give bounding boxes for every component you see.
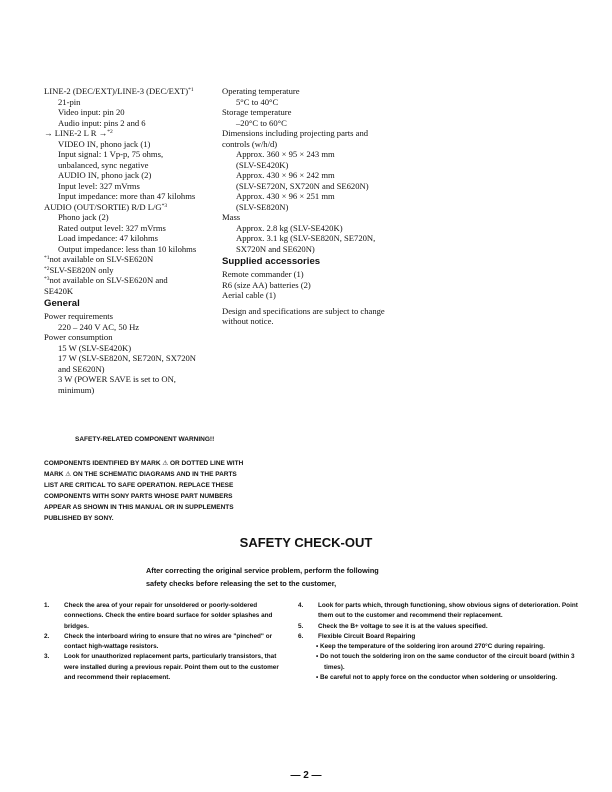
storage-temp-value: –20°C to 60°C	[236, 117, 287, 128]
list-item: 1. Check the area of your repair for unsoldered or poorly-soldered connections. Check the entire board surface for solder splashes and bridges.	[44, 602, 273, 630]
warning-line: MARK ⚠ ON THE SCHEMATIC DIAGRAMS AND IN THE PARTS	[44, 471, 237, 478]
footnote: $^{*1}$not available on SLV-SE620N	[44, 254, 154, 264]
intro-line: safety checks before releasing the set to the customer,	[146, 579, 337, 588]
supplied-accessories-heading: Supplied accessories	[222, 256, 321, 267]
accessory-item: R6 (size AA) batteries (2)	[222, 279, 311, 290]
spec-item: Rated output level: 327 mVrms	[58, 222, 166, 233]
mass-label: Mass	[222, 212, 241, 222]
safety-intro	[146, 564, 476, 590]
spec-item: 15 W (SLV-SE420K)	[58, 342, 132, 353]
input-arrow-icon: →	[98, 128, 108, 138]
warning-line: COMPONENTS IDENTIFIED BY MARK ⚠ OR DOTTED LINE WITH	[44, 460, 244, 467]
input-arrow-icon: →	[44, 128, 53, 138]
operating-temp-label: Operating temperature	[222, 86, 300, 96]
spec-item: AUDIO IN, phono jack (2)	[58, 170, 152, 180]
safety-checkout-title: SAFETY CHECK-OUT	[239, 535, 373, 550]
design-note: Design and specifications are subject to change without notice.	[222, 305, 385, 326]
storage-temp-label: Storage temperature	[222, 107, 292, 117]
spec-item: Load impedance: 47 kilohms	[58, 233, 158, 243]
spec-item: Input impedance: more than 47 kilohms	[58, 191, 196, 201]
list-item: 3. Look for unauthorized replacement parts, particularly transistors, that were installed during a previous repair. Point them out to the customer and recommend their replacement.	[44, 653, 279, 682]
accessory-item: Aerial cable (1)	[222, 290, 276, 300]
power-requirements-label: Power requirements	[44, 311, 113, 321]
spec-item: Approx. 430 × 96 × 242 mm	[236, 170, 335, 180]
bullet-item: • Do not touch the soldering iron on the same conductor of the circuit board (within 3 times).	[316, 653, 575, 671]
spec-item: Approx. 430 × 96 × 251 mm	[236, 191, 335, 201]
spec-item: unbalanced, sync negative	[58, 159, 149, 170]
safety-list-left	[44, 601, 284, 683]
spec-item: Audio input: pins 2 and 6	[58, 117, 146, 128]
power-consumption-label: Power consumption	[44, 332, 113, 342]
spec-item: (SLV-SE820N)	[236, 201, 289, 212]
line2lr-heading: → LINE-2 L R →$^{*2}$	[44, 128, 113, 138]
warning-line: LIST ARE CRITICAL TO SAFE OPERATION. REPLACE THESE	[44, 482, 234, 489]
safety-component-warning	[44, 434, 279, 524]
list-item: 5. Check the B+ voltage to see it is at the values specified.	[298, 622, 488, 630]
list-item: 4. Look for parts which, through functioning, show obvious signs of deterioration. Point them out to the customer and recommend their replacement.	[298, 602, 578, 620]
intro-line: After correcting the original service problem, perform the following	[146, 566, 379, 575]
general-heading: General	[44, 298, 80, 309]
specs-left-column	[44, 86, 214, 395]
specs-right-column	[222, 86, 397, 327]
spec-item: Approx. 360 × 95 × 243 mm	[236, 149, 335, 159]
bullet-item: • Be careful not to apply force on the conductor when soldering or unsoldering.	[316, 674, 558, 682]
bullet-item: • Keep the temperature of the soldering iron around 270°C during repairing.	[316, 643, 545, 651]
spec-item: 17 W (SLV-SE820N, SE720N, SX720N and SE620N)	[58, 353, 196, 374]
footnote: $^{*2}$SLV-SE820N only	[44, 264, 114, 275]
spec-item: Output impedance: less than 10 kilohms	[58, 243, 197, 254]
warning-title: SAFETY-RELATED COMPONENT WARNING!!	[75, 436, 215, 443]
spec-item: (SLV-SE720N, SX720N and SE620N)	[236, 180, 369, 191]
spec-item: VIDEO IN, phono jack (1)	[58, 138, 151, 149]
spec-item: Input signal: 1 Vp-p, 75 ohms,	[58, 149, 164, 159]
safety-list-right	[298, 601, 578, 683]
power-requirements-value: 220 – 240 V AC, 50 Hz	[58, 321, 140, 332]
spec-item: 21-pin	[58, 96, 81, 107]
spec-item: 3 W (POWER SAVE is set to ON, minimum)	[58, 374, 176, 395]
spec-item: (SLV-SE420K)	[236, 159, 289, 170]
warning-line: COMPONENTS WITH SONY PARTS WHOSE PART NUMBERS	[44, 493, 233, 500]
operating-temp-value: 5°C to 40°C	[236, 96, 279, 107]
spec-item: Video input: pin 20	[58, 107, 125, 117]
dimensions-label: Dimensions including projecting parts and controls (w/h/d)	[222, 128, 369, 149]
spec-item: Phono jack (2)	[58, 212, 109, 222]
footnote: $^{*3}$not available on SLV-SE620N and SE420K	[44, 275, 168, 296]
warning-line: PUBLISHED BY SONY.	[44, 515, 114, 522]
accessory-item: Remote commander (1)	[222, 269, 304, 279]
audio-heading: AUDIO (OUT/SORTIE) R/D $L/G^{*3}$	[44, 201, 168, 212]
spec-item: Approx. 2.8 kg (SLV-SE420K)	[236, 222, 343, 233]
page-number: — 2 —	[290, 770, 322, 781]
list-item: 6. Flexible Circuit Board Repairing	[298, 632, 416, 640]
spec-item: Approx. 3.1 kg (SLV-SE820N, SE720N, SX720N and SE620N)	[236, 233, 376, 254]
spec-item: Input level: 327 mVrms	[58, 180, 140, 191]
list-item: 2. Check the interboard wiring to ensure that no wires are "pinched" or contact high-wattage resistors.	[44, 632, 273, 651]
warning-line: APPEAR AS SHOWN IN THIS MANUAL OR IN SUPPLEMENTS	[44, 504, 234, 511]
line2-heading: LINE-2 (DEC/EXT)/LINE-3 $(DEC/EXT)^{*1}$	[44, 86, 194, 96]
